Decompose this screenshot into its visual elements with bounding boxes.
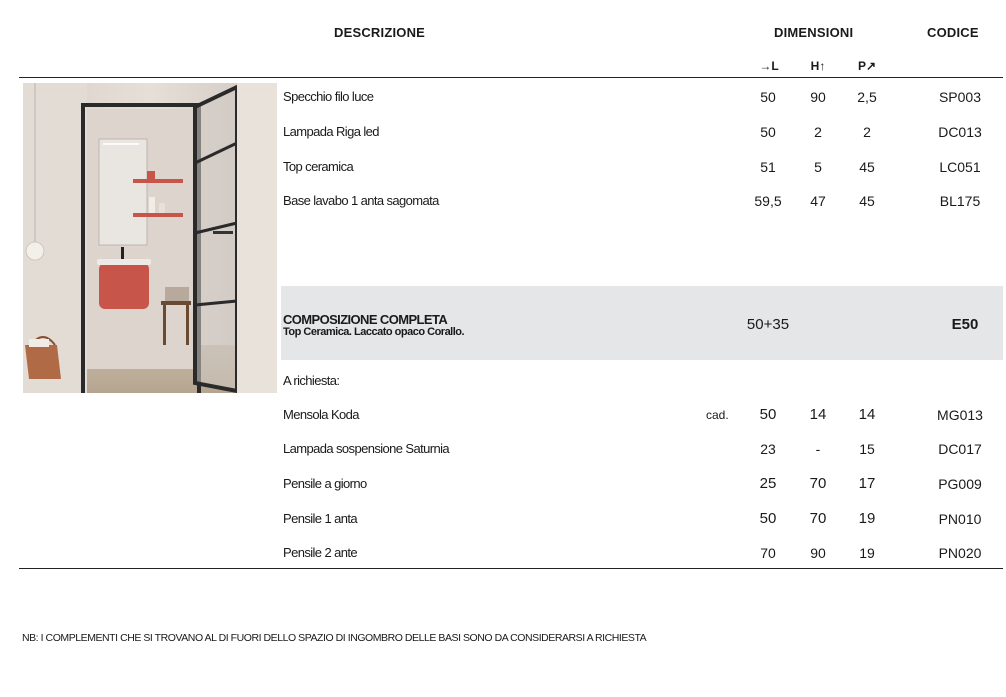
item-code: LC051 (939, 159, 981, 175)
item-l: 50 (760, 124, 776, 140)
item-description: Top ceramica (283, 159, 354, 174)
item-description: Base lavabo 1 anta sagomata (283, 193, 439, 208)
composition-code: E50 (951, 316, 979, 333)
item-code: BL175 (939, 193, 981, 209)
composition-dimension: 50+35 (746, 316, 790, 333)
table-row (0, 475, 1006, 495)
header-dimensioni: DIMENSIONI (774, 25, 854, 40)
item-h: 90 (810, 89, 826, 105)
item-h: 47 (810, 193, 826, 209)
item-p: 45 (859, 193, 875, 209)
item-h: - (815, 441, 821, 457)
item-code: PN020 (938, 545, 982, 561)
bottom-divider (19, 568, 1003, 569)
item-code: PG009 (938, 476, 982, 492)
item-h: 5 (814, 159, 822, 175)
item-description: Lampada Riga led (283, 124, 379, 139)
item-l: 25 (759, 475, 777, 492)
item-l: 51 (760, 159, 776, 175)
item-p: 45 (859, 159, 875, 175)
item-code: DC013 (938, 124, 982, 140)
cad-label: cad. (706, 408, 729, 422)
header-col-p: P↗ (857, 59, 877, 73)
item-code: PN010 (938, 511, 982, 527)
item-description: Pensile a giorno (283, 476, 367, 491)
table-row (0, 544, 1006, 564)
table-row (0, 406, 1006, 426)
footnote: NB: I COMPLEMENTI CHE SI TROVANO AL DI FUORI DELLO SPAZIO DI INGOMBRO DELLE BASI SONO DA CONSIDERARSI A RICHIESTA (22, 632, 647, 644)
item-code: SP003 (938, 89, 982, 105)
item-code: DC017 (938, 441, 982, 457)
item-h: 2 (814, 124, 822, 140)
header-descrizione: DESCRIZIONE (334, 25, 426, 40)
item-p: 2 (863, 124, 871, 140)
table-row (0, 123, 1006, 143)
header-col-l: →L (759, 59, 779, 73)
item-p: 19 (858, 510, 876, 527)
item-p: 2,5 (857, 89, 877, 105)
item-h: 90 (810, 545, 826, 561)
on-request-label: A richiesta: (283, 373, 340, 388)
header-col-h: H↑ (810, 59, 826, 73)
item-h: 14 (809, 406, 827, 423)
item-p: 17 (858, 475, 876, 492)
item-p: 15 (859, 441, 875, 457)
item-l: 50 (759, 406, 777, 423)
table-row (0, 158, 1006, 178)
item-code: MG013 (937, 407, 983, 423)
item-l: 50 (759, 510, 777, 527)
item-description: Mensola Koda (283, 407, 359, 422)
item-l: 23 (760, 441, 776, 457)
item-l: 50 (760, 89, 776, 105)
item-description: Specchio filo luce (283, 89, 374, 104)
table-row (0, 510, 1006, 530)
item-p: 19 (859, 545, 875, 561)
item-l: 59,5 (754, 193, 782, 209)
header-codice: CODICE (927, 25, 979, 40)
item-p: 14 (858, 406, 876, 423)
item-description: Pensile 2 ante (283, 545, 357, 560)
item-description: Pensile 1 anta (283, 511, 357, 526)
top-divider (19, 77, 1003, 78)
item-l: 70 (760, 545, 776, 561)
item-description: Lampada sospensione Saturnia (283, 441, 450, 456)
table-row (0, 192, 1006, 212)
composition-subtitle: Top Ceramica. Laccato opaco Corallo. (283, 326, 465, 338)
composition-title: COMPOSIZIONE COMPLETA (283, 312, 448, 327)
table-row (0, 440, 1006, 460)
table-row (0, 88, 1006, 108)
item-h: 70 (809, 475, 827, 492)
item-h: 70 (809, 510, 827, 527)
